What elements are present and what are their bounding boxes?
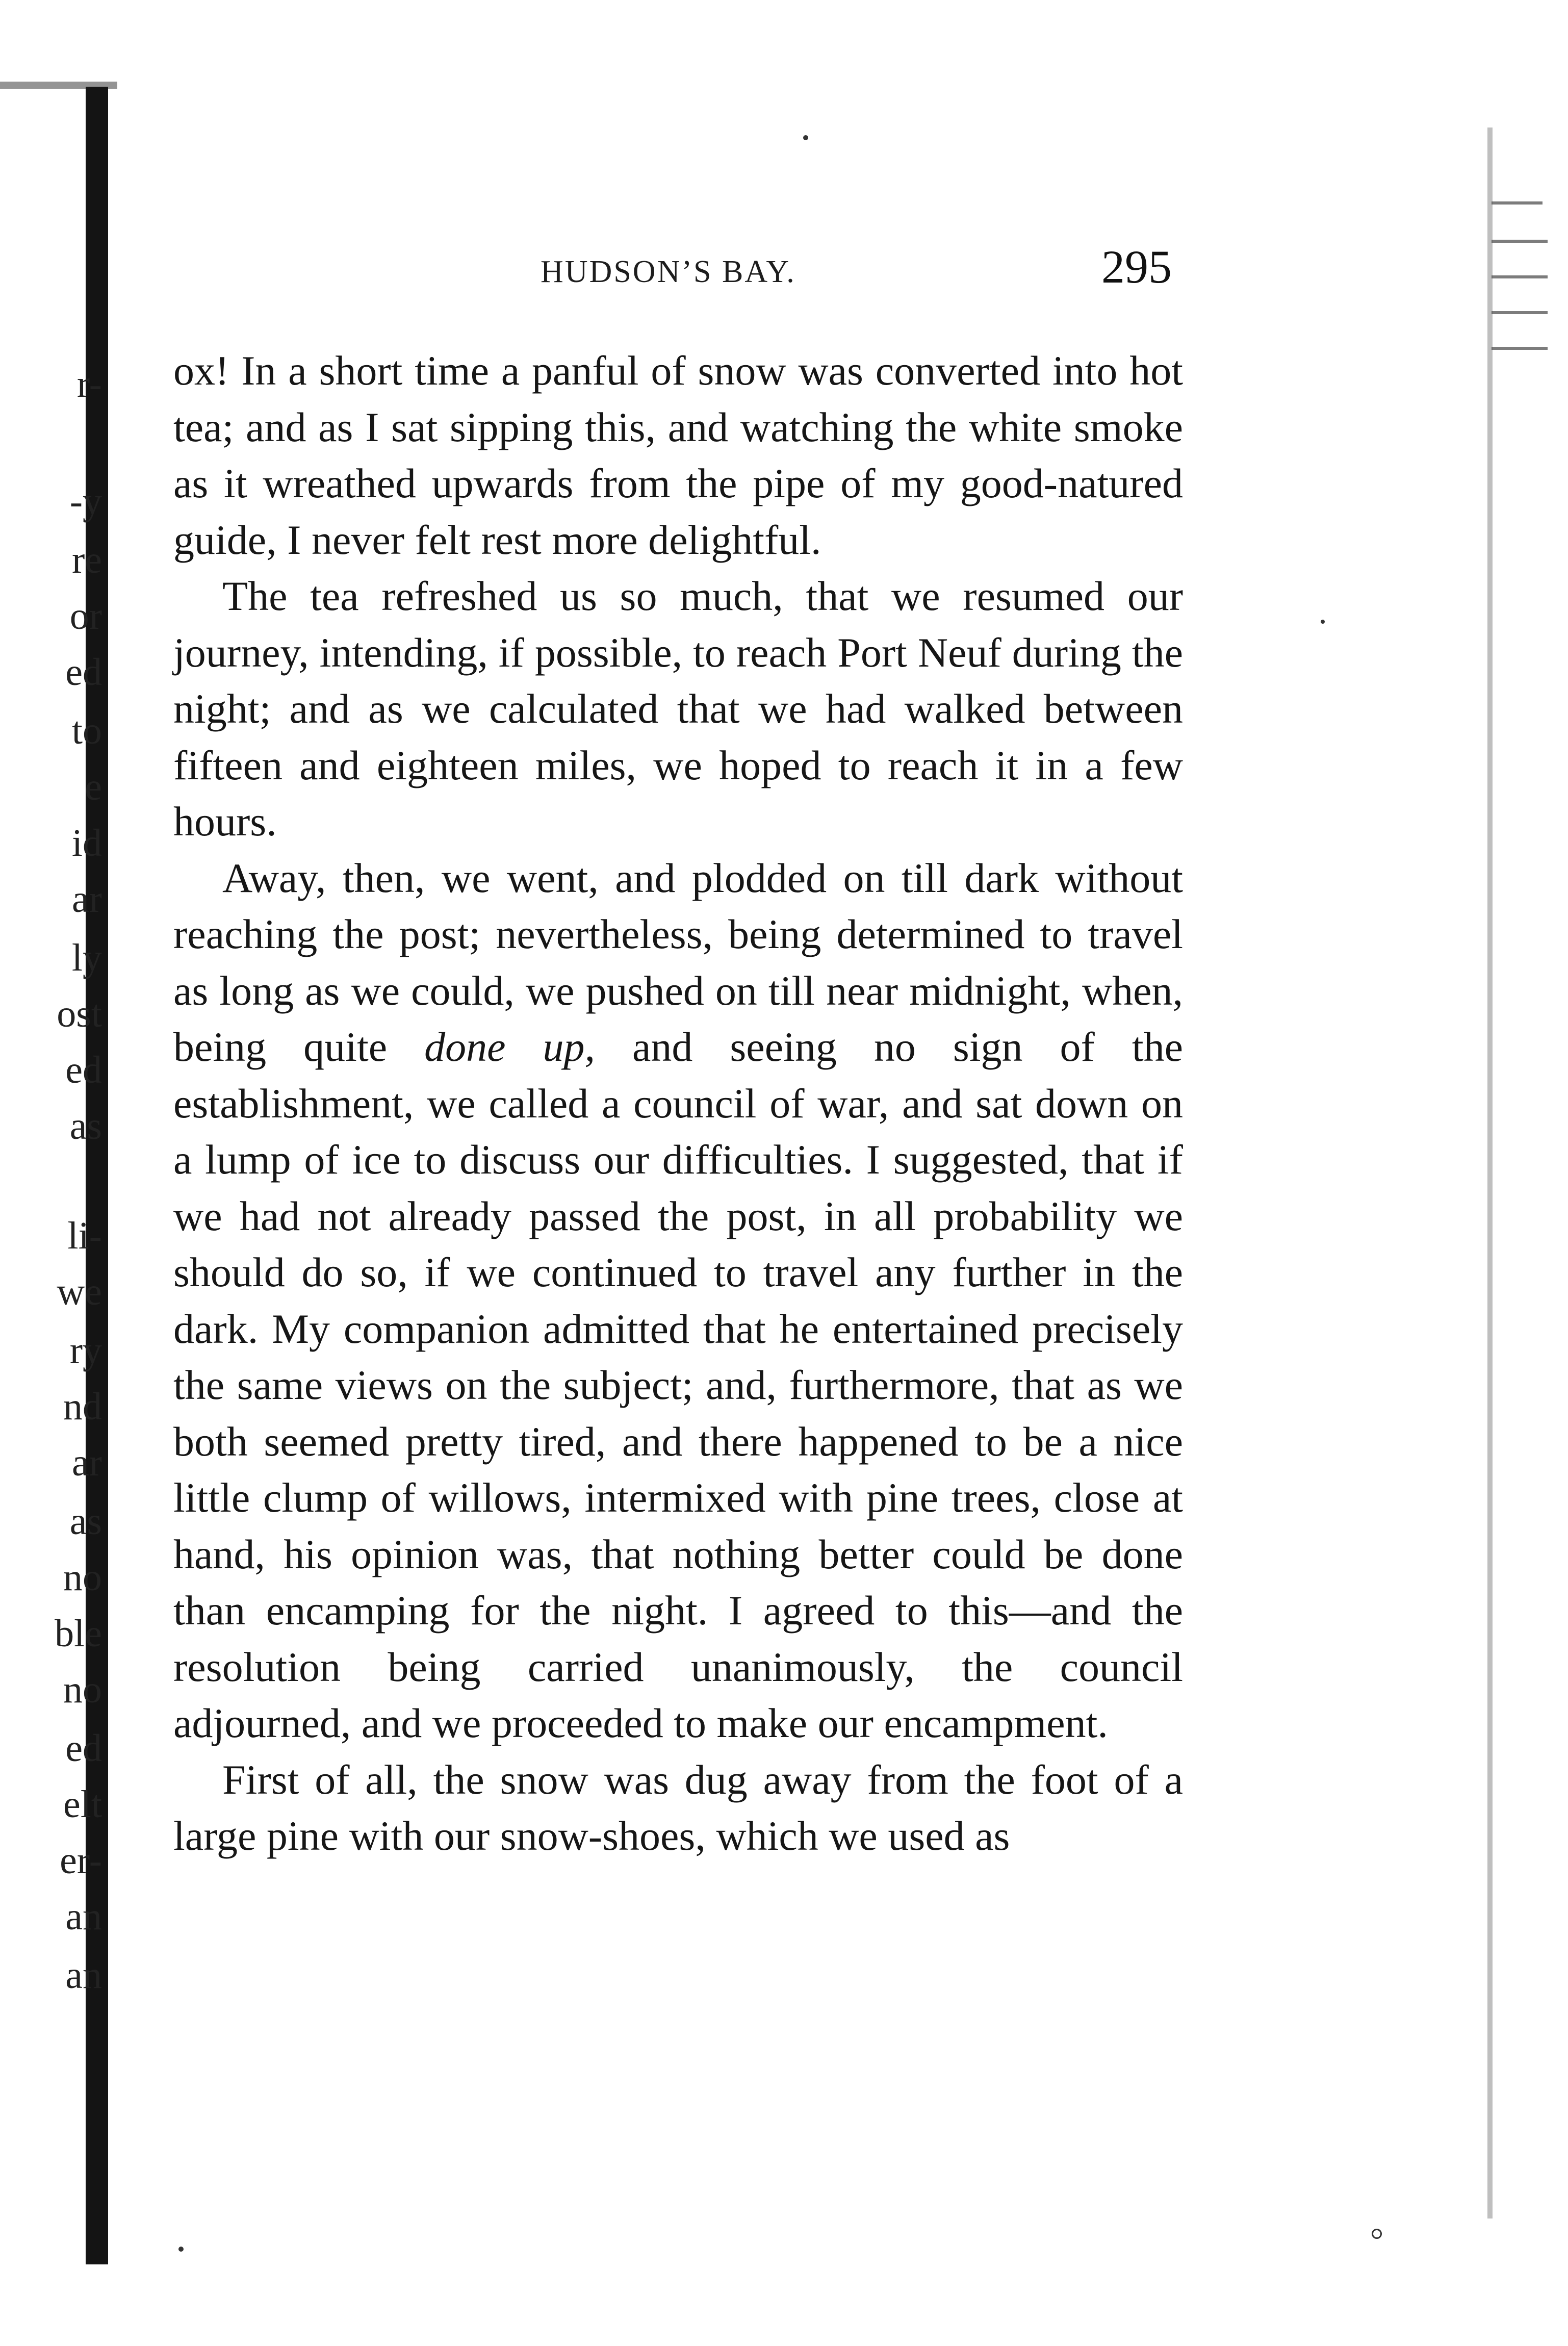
paragraph-text: and seeing no sign of the establishment, we called a council of war, and sat down on a lump of ice to discuss our difficulties. I suggested, that if we had not already passed the post, in all probability we should do so, if we continued to travel any further in the dark. My companion admitted that he entertained precisely the same views on the subject; and, furthermore, that as we both seemed pretty tired, and there happened to be a nice little clump of willows, intermixed with pine trees, close at hand, his opinion was, that nothing better could be done than encamping for the night. I agreed to this—and the resolution being carried unanimously, the council adjourned, and we proceeded to make our encampment. xyxy=(173,1024,1184,1746)
facing-page-fragment: li- xyxy=(67,1214,102,1257)
scan-speck xyxy=(1321,620,1325,624)
facing-page-fragment: r- xyxy=(76,363,102,405)
scan-speck xyxy=(803,135,808,140)
facing-page-fragment: nd xyxy=(63,1385,102,1428)
facing-page-fragment: ar xyxy=(71,878,102,921)
facing-page-fragment: er- xyxy=(60,1839,102,1882)
facing-page-fragment: or xyxy=(69,595,102,638)
facing-page-fragment: no xyxy=(63,1668,102,1711)
edge-mark xyxy=(1492,347,1548,350)
facing-page-fragment: as xyxy=(69,1105,102,1148)
scan-speck xyxy=(1372,2229,1382,2239)
paragraph xyxy=(173,850,1183,1752)
scan-speck xyxy=(178,2247,184,2252)
facing-page-fragment: ly xyxy=(71,936,102,979)
facing-page-fragment: elt xyxy=(63,1783,102,1826)
paragraph-text: ox! In a short time a panful of snow was converted into hot tea; and as I sat sipping this, and watching the white smoke as it wreathed upwards from the pipe of my good-natured guide, I never felt rest more delightful. xyxy=(173,347,1183,563)
paragraph xyxy=(173,568,1183,850)
paragraph xyxy=(173,343,1183,568)
facing-page-fragment: re xyxy=(71,539,102,581)
facing-page-fragment: to xyxy=(71,709,102,752)
paragraph-text: Away, then, we went, and plodded on till dark without reaching the post; nevertheless, being determined to travel as long as we could, we pushed on till near midnight, when, being quite xyxy=(173,854,1183,1070)
facing-page-fragment: ost xyxy=(57,992,102,1035)
facing-page-edge xyxy=(0,0,153,2346)
page-number: 295 xyxy=(1101,241,1172,293)
facing-page-fragment: ry xyxy=(69,1329,102,1372)
paragraph xyxy=(173,1752,1183,1865)
edge-mark xyxy=(1492,240,1548,243)
facing-page-fragment: an xyxy=(65,1954,102,1997)
facing-page-fragment: -y xyxy=(69,480,102,523)
running-title: HUDSON’S BAY. xyxy=(541,254,796,289)
facing-page-fragment: as xyxy=(69,1500,102,1543)
facing-page-fragment: ed xyxy=(65,651,102,694)
italic-phrase: done up, xyxy=(424,1024,596,1070)
facing-page-fragment: an xyxy=(65,1895,102,1938)
facing-page-fragment: e xyxy=(85,766,102,808)
facing-page-fragment: ar xyxy=(71,1441,102,1484)
edge-mark xyxy=(1492,201,1543,205)
facing-page-fragment: no xyxy=(63,1556,102,1599)
facing-page-fragment: we xyxy=(57,1270,102,1313)
facing-page-fragment: ble xyxy=(55,1612,102,1655)
paragraph-text: First of all, the snow was dug away from the foot of a large pine with our snow-shoes, which we used as xyxy=(173,1756,1183,1859)
edge-mark xyxy=(1492,311,1548,314)
right-page-edge xyxy=(1441,0,1568,2346)
facing-page-fragment: ed xyxy=(65,1727,102,1770)
body-text xyxy=(173,343,1183,1865)
facing-page-fragment: id xyxy=(71,822,102,864)
edge-mark xyxy=(1492,275,1548,278)
paragraph-text: The tea refreshed us so much, that we resumed our journey, intending, if possible, to reach Port Neuf during the night; and as we calculated that we had walked between fifteen and eighteen miles, we hoped to reach it in a few hours. xyxy=(173,573,1183,845)
right-edge-shadow xyxy=(1487,128,1493,2218)
facing-page-fragment: ed xyxy=(65,1049,102,1091)
